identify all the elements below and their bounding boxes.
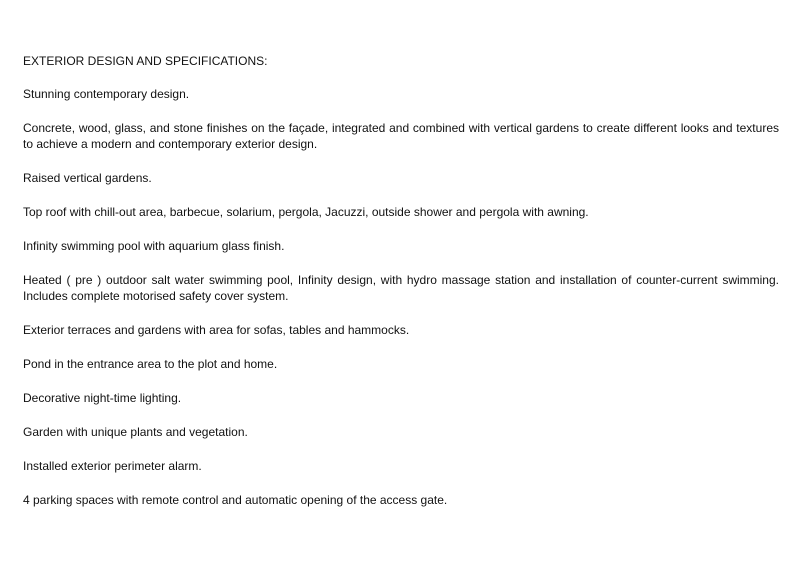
spec-item-top-roof: Top roof with chill-out area, barbecue, solarium, pergola, Jacuzzi, outside shower and pergola with awning.	[23, 205, 589, 219]
spec-item-infinity-pool: Infinity swimming pool with aquarium glass finish.	[23, 239, 285, 253]
spec-item-lighting: Decorative night-time lighting.	[23, 391, 182, 405]
document-page	[23, 53, 779, 526]
section-heading: EXTERIOR DESIGN AND SPECIFICATIONS:	[23, 54, 268, 68]
spec-item-terraces: Exterior terraces and gardens with area for sofas, tables and hammocks.	[23, 323, 410, 337]
spec-item-design: Stunning contemporary design.	[23, 87, 190, 101]
spec-item-heated-pool: Heated ( pre ) outdoor salt water swimming pool, Infinity design, with hydro massage station and installation of counter-current swimming. Includes complete motorised safety cover system.	[23, 273, 779, 303]
spec-item-parking: 4 parking spaces with remote control and automatic opening of the access gate.	[23, 493, 448, 507]
spec-item-pond: Pond in the entrance area to the plot and home.	[23, 357, 278, 371]
spec-item-vertical-gardens: Raised vertical gardens.	[23, 171, 152, 185]
spec-item-garden: Garden with unique plants and vegetation.	[23, 425, 248, 439]
spec-item-finishes: Concrete, wood, glass, and stone finishes on the façade, integrated and combined with vertical gardens to create different looks and textures to achieve a modern and contemporary exterior design.	[23, 121, 779, 151]
spec-item-alarm: Installed exterior perimeter alarm.	[23, 459, 202, 473]
